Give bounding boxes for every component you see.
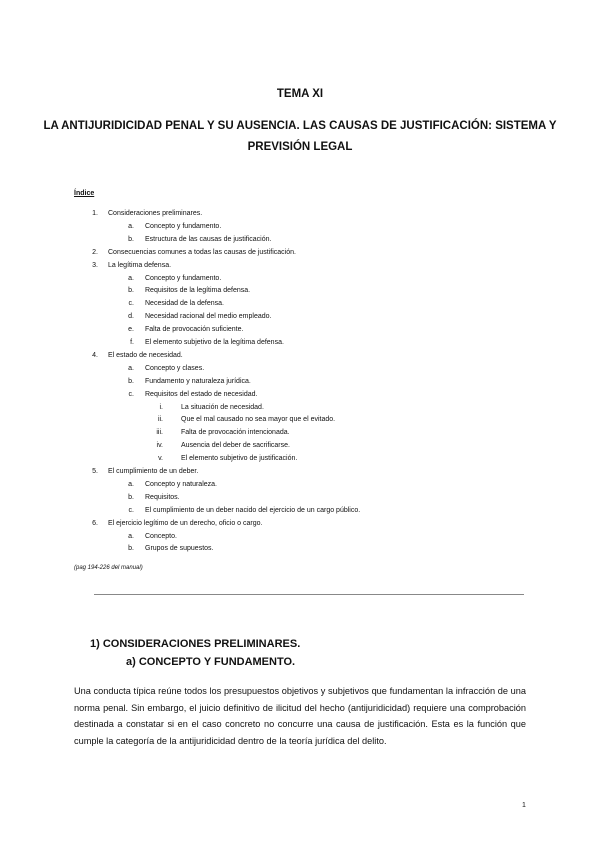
toc-item-text: Grupos de supuestos. xyxy=(145,545,214,553)
toc-item-text: Fundamento y naturaleza jurídica. xyxy=(145,377,251,385)
toc-item-text: Requisitos de la legítima defensa. xyxy=(145,287,251,295)
pages-note: (pag 194-226 del manual) xyxy=(74,565,143,571)
toc-item-number: 2. xyxy=(92,248,98,256)
toc-item-text: Falta de provocación intencionada. xyxy=(181,429,290,437)
page-subtitle: LA ANTIJURIDICIDAD PENAL Y SU AUSENCIA. LAS CAUSAS DE JUSTIFICACIÓN: SISTEMA Y PREVISIÓN LEGAL xyxy=(43,120,557,153)
toc-item-number: e. xyxy=(128,326,134,334)
toc-item-number: iii. xyxy=(156,429,163,437)
toc-item-number: a. xyxy=(128,532,134,540)
toc-item-number: 5. xyxy=(92,468,98,475)
toc-item-number: b. xyxy=(128,235,134,243)
toc-item-text: El elemento subjetivo de la legítima defensa. xyxy=(145,339,284,346)
toc-item-number: a. xyxy=(128,274,134,282)
toc-item-text: Concepto y fundamento. xyxy=(145,274,222,282)
toc-item-number: 1. xyxy=(92,210,98,217)
body-paragraph: Una conducta típica reúne todos los presupuestos objetivos y subjetivos que fundamentan la infracción de una norma penal. Sin embargo, el juicio definitivo de ilicitud del hecho (antijuridicidad) requiere una comprobación destinada a constatar si en el caso concreto no concurre una causa de justificación. Esta es la función que cumple la categoría de la antijuridicidad dentro de la teoría jurídica del delito. xyxy=(74,686,526,746)
toc-item-number: a. xyxy=(128,222,134,230)
toc-item-text: Concepto y clases. xyxy=(145,364,205,372)
toc-item-text: Necesidad racional del medio empleado. xyxy=(145,313,272,321)
toc-item-text: Consecuencias comunes a todas las causas de justificación. xyxy=(108,248,296,256)
toc-item-text: Concepto y fundamento. xyxy=(145,222,222,230)
toc-item-text: Que el mal causado no sea mayor que el evitado. xyxy=(181,416,336,424)
toc-item-number: b. xyxy=(128,545,134,553)
toc-item-text: Requisitos. xyxy=(145,493,180,501)
toc-item-text: El estado de necesidad. xyxy=(108,351,183,359)
toc-item-number: c. xyxy=(128,506,134,514)
toc-item-number: c. xyxy=(128,390,134,398)
page-number: 1 xyxy=(522,802,526,809)
subsection-heading: a) CONCEPTO Y FUNDAMENTO. xyxy=(126,656,296,668)
toc-item-number: v. xyxy=(158,455,163,463)
toc-item-number: c. xyxy=(128,300,134,308)
page-title: TEMA XI xyxy=(276,88,324,100)
toc-item-number: f. xyxy=(130,339,134,346)
toc-item-number: a. xyxy=(128,364,134,372)
toc-item-number: iv. xyxy=(156,442,163,450)
horizontal-divider xyxy=(94,594,524,595)
toc-item-number: a. xyxy=(128,480,134,488)
toc-item-text: Concepto y naturaleza. xyxy=(145,480,217,488)
toc-item-number: 4. xyxy=(92,351,98,359)
toc-item-text: Falta de provocación suficiente. xyxy=(145,326,244,334)
toc-item-text: El elemento subjetivo de justificación. xyxy=(181,455,298,463)
section-heading: 1) CONSIDERACIONES PRELIMINARES. xyxy=(90,638,301,650)
toc-item-text: Concepto. xyxy=(145,532,177,540)
toc-item-text: Ausencia del deber de sacrificarse. xyxy=(181,442,290,450)
index-label: Índice xyxy=(74,190,95,197)
toc-item-text: Necesidad de la defensa. xyxy=(145,300,224,308)
toc-item-text: El cumplimiento de un deber nacido del ejercicio de un cargo público. xyxy=(145,506,361,514)
toc-item-number: b. xyxy=(128,287,134,295)
toc-item-number: i. xyxy=(159,403,163,411)
toc-item-number: 6. xyxy=(92,519,98,527)
toc-item-number: 3. xyxy=(92,261,98,269)
toc-item-text: La legítima defensa. xyxy=(108,261,172,269)
toc-item-number: b. xyxy=(128,377,134,385)
toc-item-text: La situación de necesidad. xyxy=(181,403,264,411)
toc-item-text: Estructura de las causas de justificación. xyxy=(145,235,272,243)
toc-item-text: Requisitos del estado de necesidad. xyxy=(145,390,258,398)
toc-item-text: Consideraciones preliminares. xyxy=(108,210,203,217)
toc-item-number: ii. xyxy=(157,416,163,424)
toc-item-number: d. xyxy=(128,313,134,321)
toc-item-number: b. xyxy=(128,493,134,501)
toc-item-text: El cumplimiento de un deber. xyxy=(108,468,199,475)
toc-item-text: El ejercicio legítimo de un derecho, oficio o cargo. xyxy=(108,519,263,527)
